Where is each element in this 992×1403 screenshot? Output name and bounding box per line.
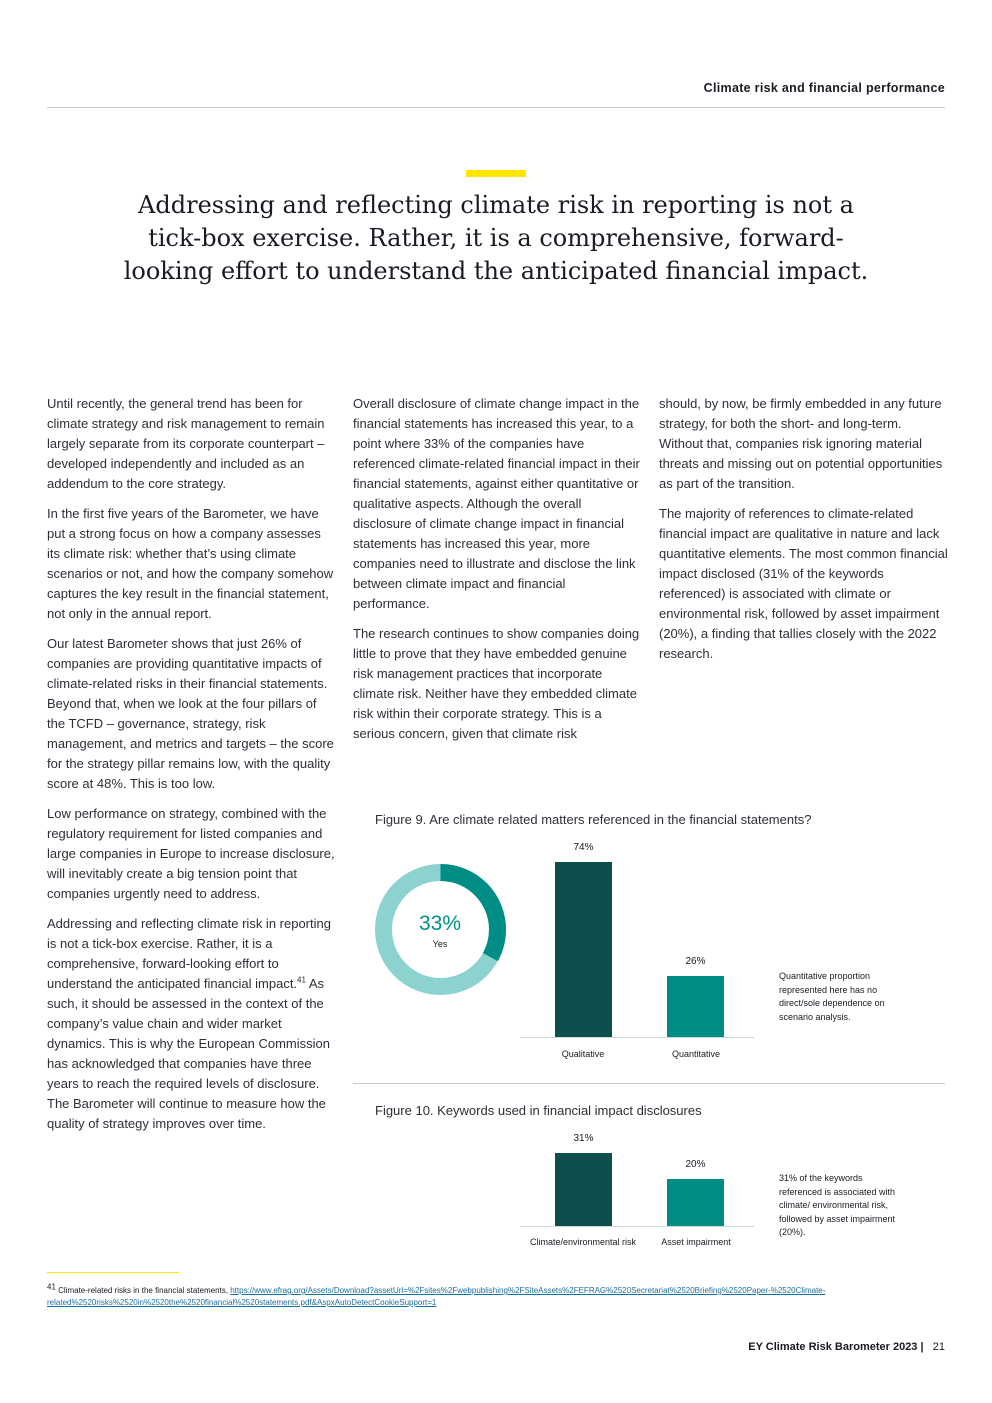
paragraph (47, 914, 337, 1134)
figure-10-note: 31% of the keywords referenced is associated with climate/ environmental risk, followed by asset impairment (20%). (779, 1173, 896, 1237)
page-number: 21 (932, 1341, 945, 1353)
bar-value-label: 26% (685, 955, 706, 967)
page-footer (748, 1341, 945, 1353)
figure-9-title: Figure 9. Are climate related matters referenced in the financial statements? (375, 812, 812, 827)
paragraph-text: As such, it should be assessed in the context of the company’s value chain and wider market dynamics. This is why the European Commission has acknowledged that companies have three years to reach the required levels of disclosure. The Barometer will continue to measure how the quality of strategy improves over time. (47, 976, 330, 1131)
bar-climate-environmental-risk (555, 1153, 612, 1226)
pull-quote: Addressing and reflecting climate risk in reporting is not a tick-box exercise. Rather, it is a comprehensive, forward-looking effort to understand the anticipated financial impact. (123, 191, 869, 285)
bar-qualitative (555, 862, 612, 1037)
header-divider (47, 107, 945, 108)
bar-asset-impairment (667, 1179, 724, 1226)
publication-title: EY Climate Risk Barometer 2023 (748, 1341, 918, 1353)
footnote-link[interactable]: https://www.efrag.org/Assets/Download?assetUrl=%2Fsites%2Fwebpublishing%2FSiteAssets%2FEFRAG%2520Secretariat%2520Briefing%2520Paper-%2520Climate-related%2520risks%2520in%2520the%2520financial%2520statements.pdf&AspxAutoDetectCookieSupport=1 (47, 1286, 826, 1307)
figure-10-title: Figure 10. Keywords used in financial impact disclosures (375, 1103, 702, 1118)
footnote (47, 1282, 947, 1309)
category-label: Asset impairment (661, 1237, 731, 1247)
bar-quantitative (667, 976, 724, 1037)
bar-value-label: 74% (573, 842, 594, 853)
category-label: Climate/environmental risk (529, 1237, 637, 1247)
accent-bar (466, 170, 526, 177)
paragraph-text: Addressing and reflecting climate risk in reporting is not a tick-box exercise. Rather, it is a comprehensive, forward-looking effort to understand the anticipated financial impact. (47, 916, 331, 991)
paragraph: Overall disclosure of climate change impact in the financial statements has increased this year, to a point where 33% of the companies have referenced climate-related financial impact in their financial statements, against either quantitative or qualitative aspects. Although the overall disclosure of climate change impact in financial statements has increased this year, more companies need to illustrate and disclose the link between climate impact and financial performance. (353, 396, 640, 611)
donut-center-label: Yes (432, 939, 448, 949)
category-label: Quantitative (671, 1049, 721, 1059)
paragraph: The research continues to show companies doing little to prove that they have embedded genuine risk management practices that incorporate climate risk. Neither have they embedded climate risk within their corporate strategy. This is a serious concern, given that climate risk (353, 626, 640, 741)
text-column-2 (353, 394, 643, 754)
category-label: Qualitative (561, 1049, 605, 1059)
footnote-divider (47, 1272, 179, 1273)
donut-center-value: 33% (418, 912, 462, 935)
section-title: Climate risk and financial performance (703, 81, 945, 95)
paragraph: In the first five years of the Barometer, we have put a strong focus on how a company assesses its climate risk: whether that’s using climate scenarios or not, and how the company somehow captures the key result in the financial statement, not only in the annual report. (47, 506, 334, 621)
paragraph: Low performance on strategy, combined with the regulatory requirement for listed companies and large companies in Europe to increase disclosure, will inevitably create a big tension point that companies urgently need to address. (47, 806, 335, 901)
chart-baseline (520, 1037, 754, 1038)
bar-value-label: 31% (573, 1133, 594, 1144)
text-column-3 (659, 394, 949, 674)
text-column-1 (47, 394, 337, 1144)
footnote-text: Climate-related risks in the financial statements, (58, 1286, 231, 1295)
paragraph: Our latest Barometer shows that just 26% of companies are providing quantitative impacts of climate-related risks in their financial statements. Beyond that, when we look at the four pillars of the TCFD – governance, strategy, risk management, and metrics and targets – the score for the strategy pillar remains low, with the quality score at 48%. This is too low. (47, 636, 334, 791)
footnote-ref[interactable]: 41 (297, 975, 306, 985)
figure-9-note: Quantitative proportion represented here has no direct/sole dependence on scenario analysis. (779, 971, 885, 1022)
footer-separator: | (920, 1341, 924, 1353)
chart-baseline (520, 1226, 754, 1227)
paragraph: should, by now, be firmly embedded in any future strategy, for both the short- and long-term. Without that, companies risk ignoring material threats and missing out on potential opportunities as part of the transition. (659, 396, 943, 491)
paragraph: The majority of references to climate-related financial impact are qualitative in nature and lack quantitative elements. The most common financial impact disclosed (31% of the keywords referenced) is associated with climate or environmental risk, followed by asset impairment (20%), a finding that tallies closely with the 2022 research. (659, 506, 948, 661)
figure-divider (353, 1083, 945, 1084)
paragraph: Until recently, the general trend has been for climate strategy and risk management to remain largely separate from its corporate counterpart – developed independently and included as an addendum to the core strategy. (47, 396, 325, 491)
bar-value-label: 20% (685, 1158, 706, 1170)
footnote-number: 41 (47, 1282, 56, 1292)
